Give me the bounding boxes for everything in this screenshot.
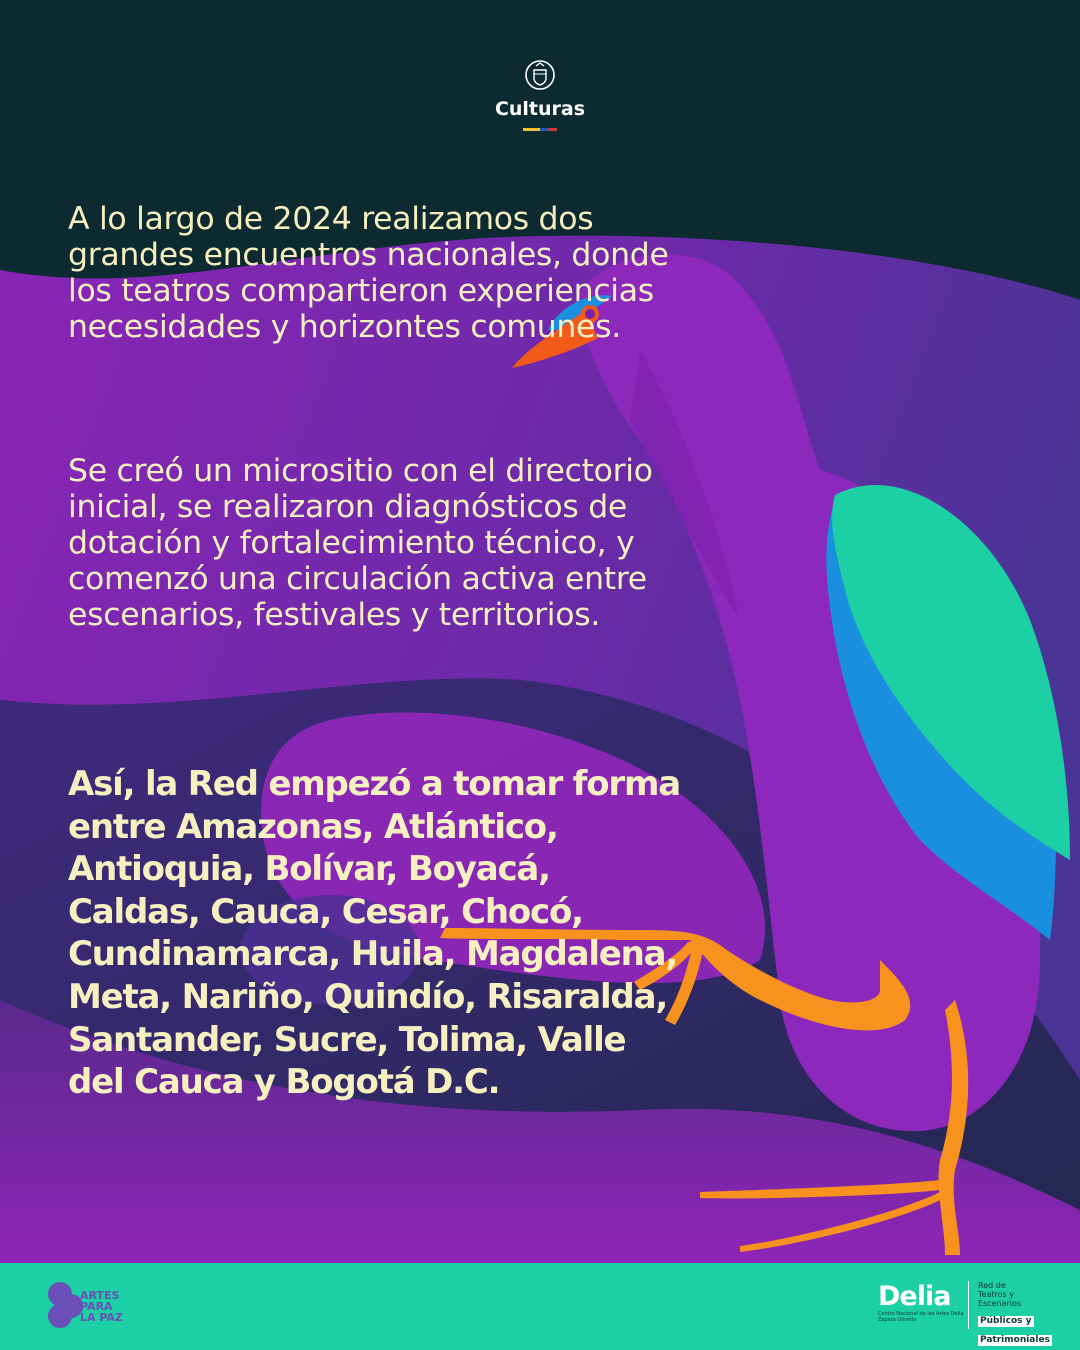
- coat-of-arms-icon: [523, 58, 557, 92]
- artes-para-la-paz-text: ARTES PARA LA PAZ: [80, 1289, 123, 1324]
- paragraph-micrositio: Se creó un micrositio con el directorio inicial, se realizaron diagnósticos de dotación y fortalecimiento técnico, y comenzó una circulación activa entre escenarios, festivales y territorios.: [68, 453, 653, 633]
- delia-caption: Centro Nacional de las Artes Delia Zapata Olivella: [878, 1311, 964, 1323]
- footer-divider: [968, 1281, 969, 1329]
- brand-name: Culturas: [494, 98, 586, 120]
- red-teatros-logo: Red de Teatros y Escenarios Públicos y Patrimoniales: [978, 1281, 1050, 1345]
- flag-bar: [523, 128, 557, 131]
- footer-bar: [0, 1263, 1080, 1350]
- paragraph-encuentros: A lo largo de 2024 realizamos dos grandes encuentros nacionales, donde los teatros compartieron experiencias necesidades y horizontes comunes.: [68, 201, 669, 345]
- delia-wordmark: Delia: [878, 1281, 951, 1312]
- delia-logo: [878, 1283, 968, 1323]
- highlight-departments: Así, la Red empezó a tomar forma entre Amazonas, Atlántico, Antioquia, Bolívar, Boyacá, Caldas, Cauca, Cesar, Chocó, Cundinamarca, Huila, Magdalena, Meta, Nariño, Quindío, Risaralda, Santander, Sucre, Tolima, Valle del Cauca y Bogotá D.C.: [68, 764, 680, 1103]
- header: [0, 58, 1080, 131]
